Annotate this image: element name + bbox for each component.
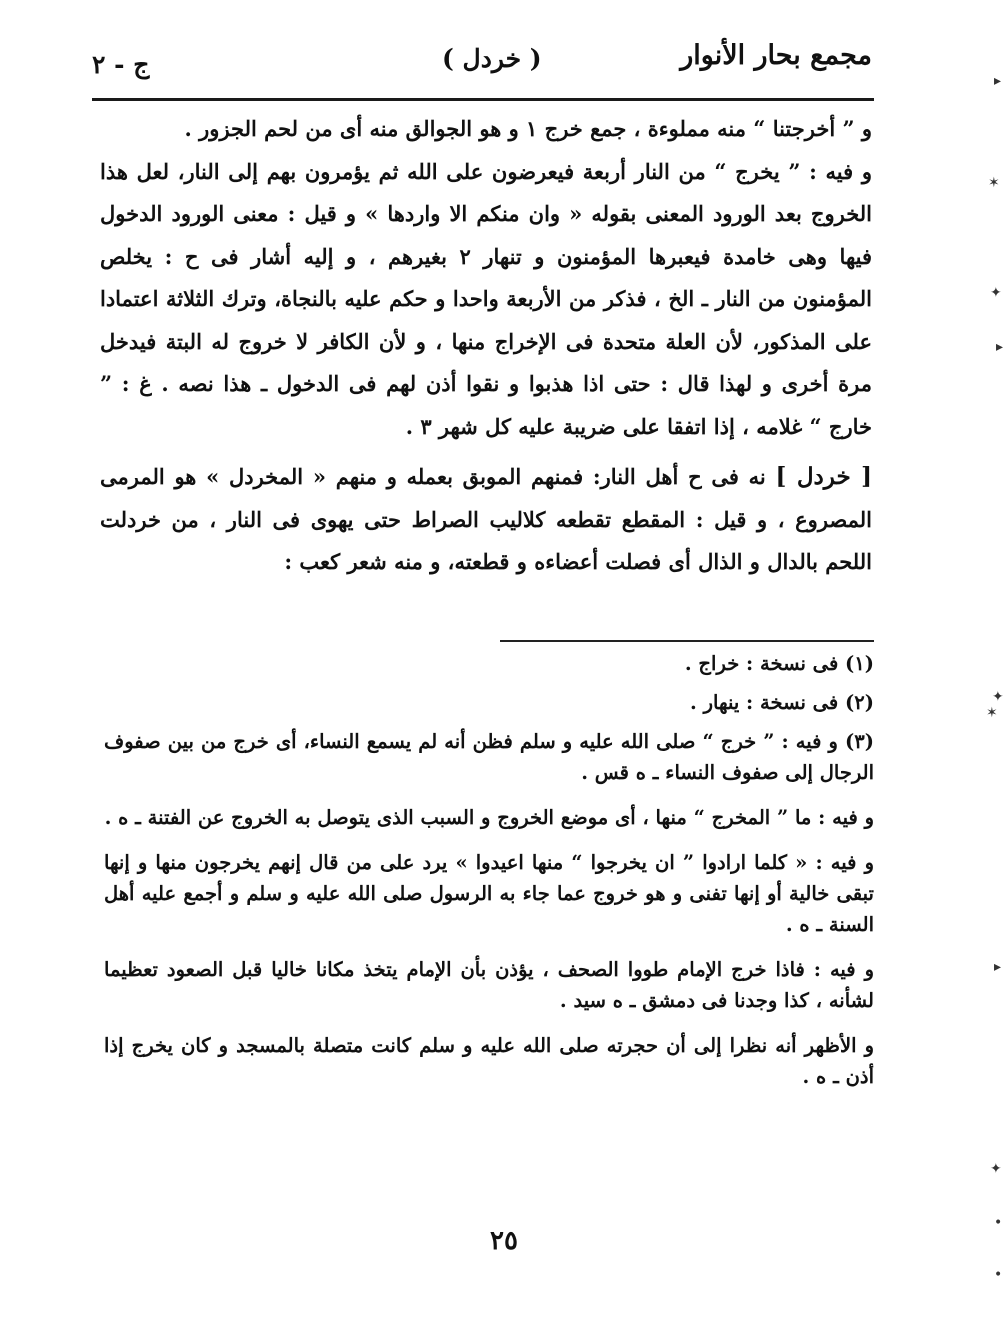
scan-speck: ✶ xyxy=(988,175,1000,191)
book-title: مجمع بحار الأنوار xyxy=(680,40,872,71)
footnote: و فيه : ما ” المخرج “ منها ، أى موضع الخروج و السبب الذى يتوصل به الخروج عن الفتنة ـ ه . xyxy=(104,806,874,829)
footnote: و الأظهر أنه نظرا إلى أن حجرته صلى الله عليه و سلم كانت متصلة بالمسجد و كان يخرج إذا أذن ـ ه . xyxy=(104,1034,874,1088)
scan-speck: ✦ xyxy=(990,1161,1002,1177)
entry-lemma: [ خردل ] xyxy=(775,463,873,490)
scan-speck: ✦ xyxy=(992,689,1004,705)
entry-paragraph xyxy=(100,456,872,584)
paragraph: و فيه : ” يخرج “ من النار أربعة فيعرضون على الله ثم يؤمرون بهم إلى النار، لعل هذا الخروج بعد الورود المعنى بقوله « وان منكم الا واردها » و قيل : معنى الورود الدخول فيها وهى خامدة فيعبرها المؤمنون و تنهار ٢ بغيرهم ، و إليه أشار فى ح : يخلص المؤمنون من النار ـ الخ ، فذكر من الأربعة واحدا و حكم عليه بالنجاة، وترك الثلاثة اعتمادا على المذكور، لأن العلة متحدة فى الإخراج منها ، و لأن الكافر لا خروج له البتة فيدخل مرة أخرى و لهذا قال : حتى اذا هذبوا و نقوا أذن لهم فى الدخول ـ هذا نصه . غ : ” خارج “ غلامه ، إذا اتفقا على ضريبة عليه كل شهر ٣ . xyxy=(100,158,872,439)
footnotes xyxy=(104,648,874,1106)
footnote: (٣) و فيه : ” خرج “ صلى الله عليه و سلم فظن أنه لم يسمع النساء، أى خرج من بين صفوف الرجال إلى صفوف النساء ـ ه قس . xyxy=(104,730,874,784)
main-text xyxy=(100,108,872,584)
scan-speck: ▸ xyxy=(994,73,1002,89)
footnote-rule xyxy=(500,640,874,642)
scan-speck: ▸ xyxy=(994,959,1002,975)
footnote: (٢) فى نسخة : ينهار . xyxy=(690,691,874,714)
page-header xyxy=(92,40,872,90)
entry-text: نه فى ح أهل النار: فمنهم الموبق بعمله و منهم « المخردل » هو المرمى المصروع ، و قيل : المقطع تقطعه كلاليب الصراط حتى يهوى فى النار ، من خردلت اللحم بالدال و الذال أى فصلت أعضاءه و قطعته، و منه شعر كعب : xyxy=(100,464,872,574)
page-number: ٢٥ xyxy=(490,1226,518,1256)
scan-speck: ✶ xyxy=(986,705,998,721)
footnote: و فيه : « كلما ارادوا ” ان يخرجوا “ منها اعيدوا » يرد على من قال إنهم يخرجون منها و إنها تبقى خالية أو إنها تفنى و هو خروج عما جاء به الرسول صلى الله عليه و سلم و أجمع عليه أهل السنة ـ ه . xyxy=(104,851,874,936)
scan-speck: ✦ xyxy=(990,285,1002,301)
header-rule xyxy=(92,98,874,101)
footnote: (١) فى نسخة : خراج . xyxy=(684,652,874,675)
volume-number: ج - ٢ xyxy=(92,50,150,79)
scan-speck: • xyxy=(994,1267,1003,1283)
scan-speck: ▸ xyxy=(996,339,1004,355)
footnote: و فيه : فاذا خرج الإمام طووا الصحف ، يؤذن بأن الإمام يتخذ مكانا خاليا قبل الصعود تعظيما لشأنه ، كذا وجدنا فى دمشق ـ ه سيد . xyxy=(104,958,874,1012)
entry-title: ( خردل ) xyxy=(442,44,542,73)
scan-speck: • xyxy=(994,1215,1003,1231)
paragraph: و ” أخرجتنا “ منه مملوءة ، جمع خرج ١ و هو الجوالق منه أى من لحم الجزور . xyxy=(184,116,872,141)
